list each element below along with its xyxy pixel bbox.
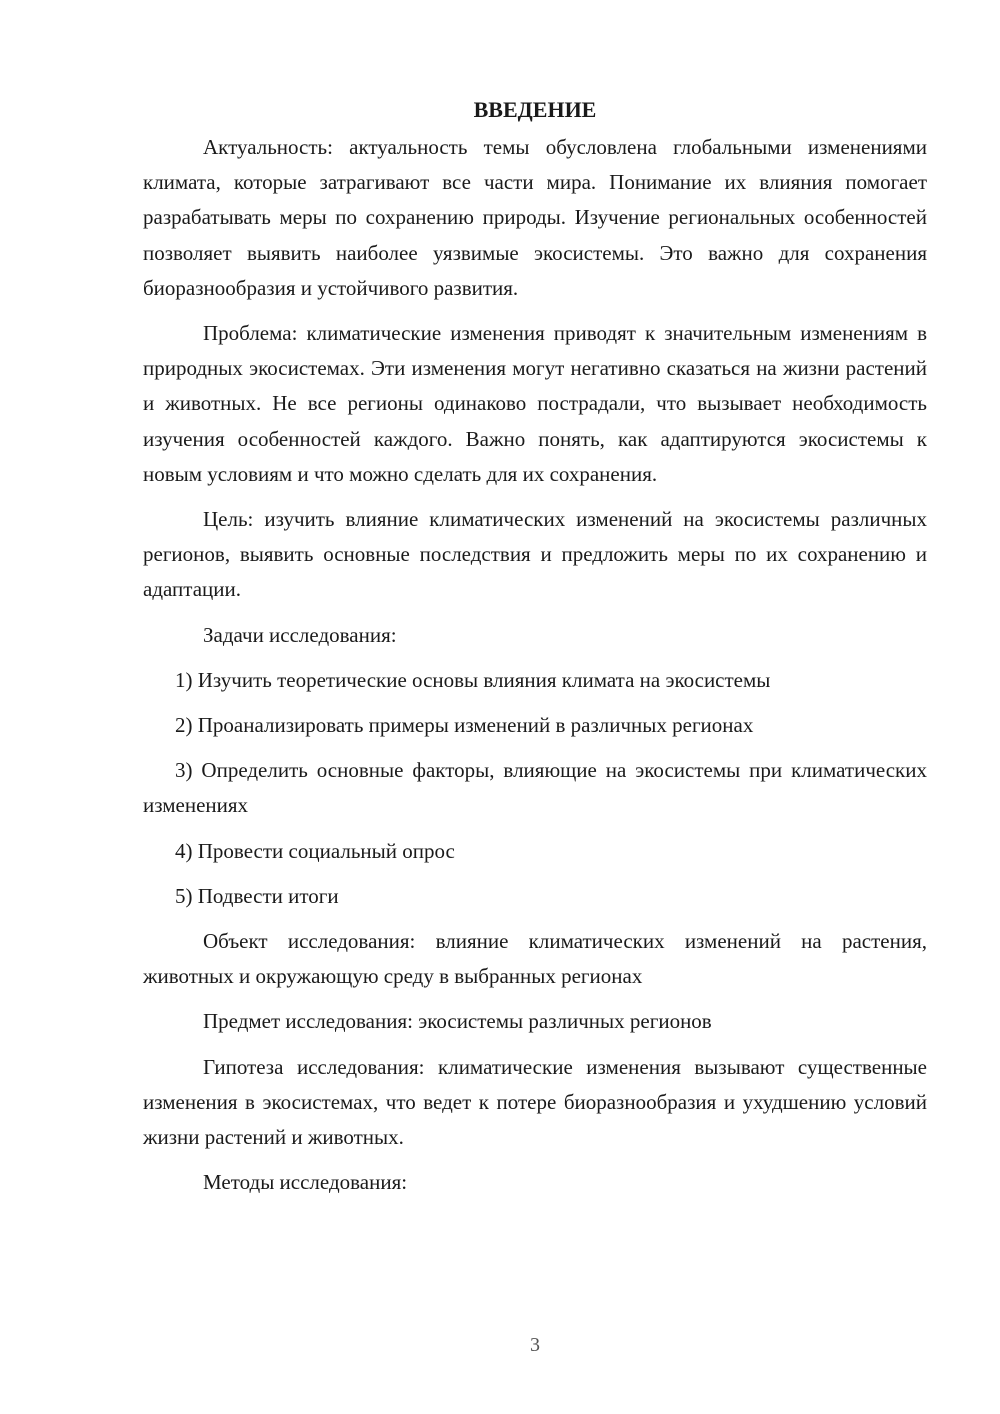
hypothesis-paragraph: Гипотеза исследования: климатические изменения вызывают существенные изменения в экосистемах, что ведет к потере биоразнообразия и ухудшению условий жизни растений и животных. (143, 1054, 927, 1150)
problem-paragraph: Проблема: климатические изменения приводят к значительным изменениям в природных экосистемах. Эти изменения могут негативно сказаться на жизни растений и животных. Не все регионы одинаково пострадали, что вызывает необходимость изучения особенностей каждого. Важно понять, как адаптируются экосистемы к новым условиям и что можно сделать для их сохранения. (143, 321, 927, 486)
goal-paragraph: Цель: изучить влияние климатических изменений на экосистемы различных регионов, выявить основные последствия и предложить меры по их сохранению и адаптации. (143, 507, 927, 602)
task-item-4: 4) Провести социальный опрос (175, 838, 455, 863)
section-title: ВВЕДЕНИЕ (473, 97, 597, 122)
task-item-3: 3) Определить основные факторы, влияющие на экосистемы при климатических изменениях (143, 758, 927, 818)
task-item-5: 5) Подвести итоги (175, 883, 339, 908)
page-number: 3 (530, 1334, 540, 1356)
tasks-heading: Задачи исследования: (203, 622, 397, 647)
task-item-1: 1) Изучить теоретические основы влияния климата на экосистемы (175, 667, 771, 692)
methods-heading: Методы исследования: (203, 1170, 408, 1195)
relevance-paragraph: Актуальность: актуальность темы обусловлена глобальными изменениями климата, которые затрагивают все части мира. Понимание их влияния помогает разрабатывать меры по сохранению природы. Изучение региональных особенностей позволяет выявить наиболее уязвимые экосистемы. Это важно для сохранения биоразнообразия и устойчивого развития. (143, 135, 927, 300)
object-paragraph: Объект исследования: влияние климатических изменений на растения, животных и окружающую среду в выбранных регионах (143, 929, 927, 989)
document-body (143, 92, 927, 1200)
subject-paragraph: Предмет исследования: экосистемы различных регионов (203, 1009, 712, 1034)
task-item-2: 2) Проанализировать примеры изменений в различных регионах (175, 713, 754, 738)
